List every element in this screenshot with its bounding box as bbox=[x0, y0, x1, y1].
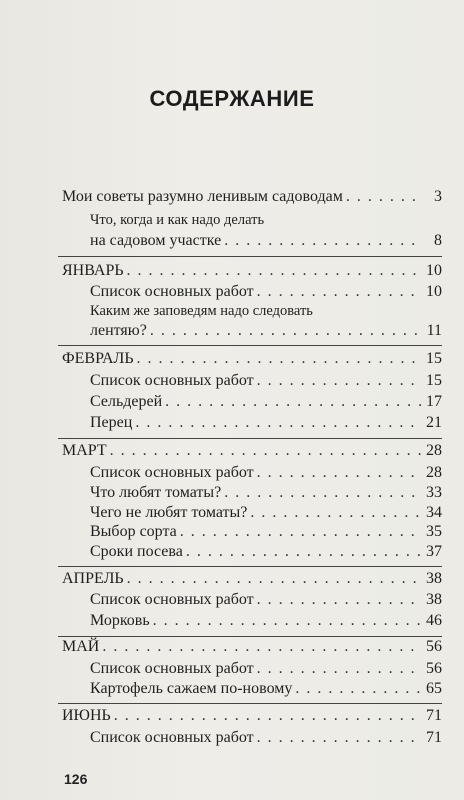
toc-section-june[interactable] bbox=[62, 707, 442, 725]
toc-entry[interactable] bbox=[90, 283, 442, 301]
toc-page-number: 71 bbox=[426, 707, 442, 724]
toc-entry-text: Список основных работ bbox=[90, 729, 254, 746]
toc-entry-intro[interactable] bbox=[62, 188, 442, 206]
leader-dots bbox=[110, 442, 421, 460]
section-title: АПРЕЛЬ bbox=[62, 570, 124, 587]
toc-entry[interactable] bbox=[90, 612, 442, 630]
toc-page-number: 17 bbox=[426, 393, 442, 410]
toc-entry-text: Каким же заповедям надо следовать bbox=[90, 303, 313, 319]
toc-page-number: 35 bbox=[426, 523, 442, 540]
section-title: ИЮНЬ bbox=[62, 707, 111, 724]
toc-entry[interactable] bbox=[90, 729, 442, 747]
toc-entry[interactable] bbox=[90, 504, 442, 522]
toc-entry-text: Перец bbox=[90, 414, 133, 431]
leader-dots bbox=[153, 612, 421, 630]
leader-dots bbox=[224, 232, 421, 250]
toc-entry[interactable] bbox=[90, 680, 442, 698]
toc-entry[interactable] bbox=[90, 464, 442, 482]
toc-page-number: 34 bbox=[426, 504, 442, 521]
leader-dots bbox=[257, 591, 421, 609]
toc-page-number: 71 bbox=[426, 729, 442, 746]
toc-page-number: 15 bbox=[426, 372, 442, 389]
toc-entry-text: Чего не любят томаты? bbox=[90, 504, 248, 521]
toc-entry-text: Список основных работ bbox=[90, 464, 254, 481]
toc-entry-text: Что, когда и как надо делать bbox=[90, 212, 265, 228]
toc-page-number: 3 bbox=[434, 188, 442, 205]
section-divider bbox=[58, 703, 442, 704]
leader-dots bbox=[114, 707, 421, 725]
leader-dots bbox=[180, 523, 421, 541]
toc-page-number: 37 bbox=[426, 543, 442, 560]
toc-page-number: 10 bbox=[426, 262, 442, 279]
section-divider bbox=[58, 256, 442, 257]
toc-page-number: 11 bbox=[426, 322, 442, 339]
toc-page-number: 8 bbox=[434, 232, 442, 249]
section-title: ЯНВАРЬ bbox=[62, 262, 124, 279]
leader-dots bbox=[257, 660, 421, 678]
leader-dots bbox=[127, 570, 421, 588]
toc-entry[interactable] bbox=[90, 660, 442, 678]
toc-page-number: 33 bbox=[426, 484, 442, 501]
toc-page-number: 38 bbox=[426, 570, 442, 587]
toc-entry-text: Сельдерей bbox=[90, 393, 163, 410]
toc-entry-text: лентяю? bbox=[90, 322, 147, 339]
leader-dots bbox=[102, 638, 421, 656]
toc-entry-text: Картофель сажаем по-новому bbox=[90, 680, 293, 697]
toc-page-number: 10 bbox=[426, 283, 442, 300]
toc-page-number: 15 bbox=[426, 350, 442, 367]
section-divider bbox=[58, 566, 442, 567]
toc-section-may[interactable] bbox=[62, 638, 442, 656]
leader-dots bbox=[346, 188, 421, 206]
section-divider bbox=[58, 345, 442, 346]
toc-page-number: 46 bbox=[426, 612, 442, 629]
toc-entry-text: на садовом участке bbox=[90, 232, 222, 249]
leader-dots bbox=[257, 283, 421, 301]
leader-dots bbox=[127, 262, 421, 280]
page-title: СОДЕРЖАНИЕ bbox=[149, 86, 315, 111]
toc-page-number: 28 bbox=[426, 442, 442, 459]
toc-entry[interactable] bbox=[90, 484, 442, 502]
page-number: 126 bbox=[64, 771, 88, 787]
toc-entry-intro-sub[interactable] bbox=[90, 232, 442, 250]
leader-dots bbox=[150, 322, 421, 340]
toc-entry-text: Список основных работ bbox=[90, 372, 254, 389]
toc-section-january[interactable] bbox=[62, 262, 442, 280]
leader-dots bbox=[224, 484, 421, 502]
leader-dots bbox=[137, 350, 421, 368]
section-divider bbox=[58, 636, 442, 637]
toc-page-number: 38 bbox=[426, 591, 442, 608]
toc-entry-text: Морковь bbox=[90, 612, 150, 629]
toc-entry[interactable] bbox=[90, 322, 442, 340]
leader-dots bbox=[257, 372, 421, 390]
toc-entry-text: Список основных работ bbox=[90, 591, 254, 608]
leader-dots bbox=[135, 414, 421, 432]
toc-page-number: 28 bbox=[426, 464, 442, 481]
section-title: МАЙ bbox=[62, 638, 100, 655]
toc-entry[interactable] bbox=[90, 414, 442, 432]
toc-page-number: 56 bbox=[426, 660, 442, 677]
section-title: МАРТ bbox=[62, 442, 107, 459]
toc-entry-text: Мои советы разумно ленивым садоводам bbox=[62, 188, 343, 205]
toc-section-march[interactable] bbox=[62, 442, 442, 460]
toc-page-number: 65 bbox=[426, 680, 442, 697]
leader-dots bbox=[295, 680, 421, 698]
section-divider bbox=[58, 438, 442, 439]
section-title: ФЕВРАЛЬ bbox=[62, 350, 134, 367]
toc-entry[interactable] bbox=[90, 393, 442, 411]
leader-dots bbox=[165, 393, 421, 411]
toc-entry-text: Что любят томаты? bbox=[90, 484, 222, 501]
toc-page-number: 21 bbox=[426, 414, 442, 431]
leader-dots bbox=[257, 729, 421, 747]
toc-entry[interactable] bbox=[90, 591, 442, 609]
toc-section-february[interactable] bbox=[62, 350, 442, 368]
toc-section-april[interactable] bbox=[62, 570, 442, 588]
toc-entry-text: Выбор сорта bbox=[90, 523, 177, 540]
toc-entry[interactable] bbox=[90, 372, 442, 390]
toc-page-number: 56 bbox=[426, 638, 442, 655]
toc-entry[interactable] bbox=[90, 523, 442, 541]
leader-dots bbox=[186, 543, 421, 561]
leader-dots bbox=[250, 504, 421, 522]
toc-entry[interactable] bbox=[90, 543, 442, 561]
toc-entry-text: Список основных работ bbox=[90, 283, 254, 300]
toc-entry-text: Сроки посева bbox=[90, 543, 183, 560]
toc-entry-text: Список основных работ bbox=[90, 660, 254, 677]
leader-dots bbox=[257, 464, 421, 482]
